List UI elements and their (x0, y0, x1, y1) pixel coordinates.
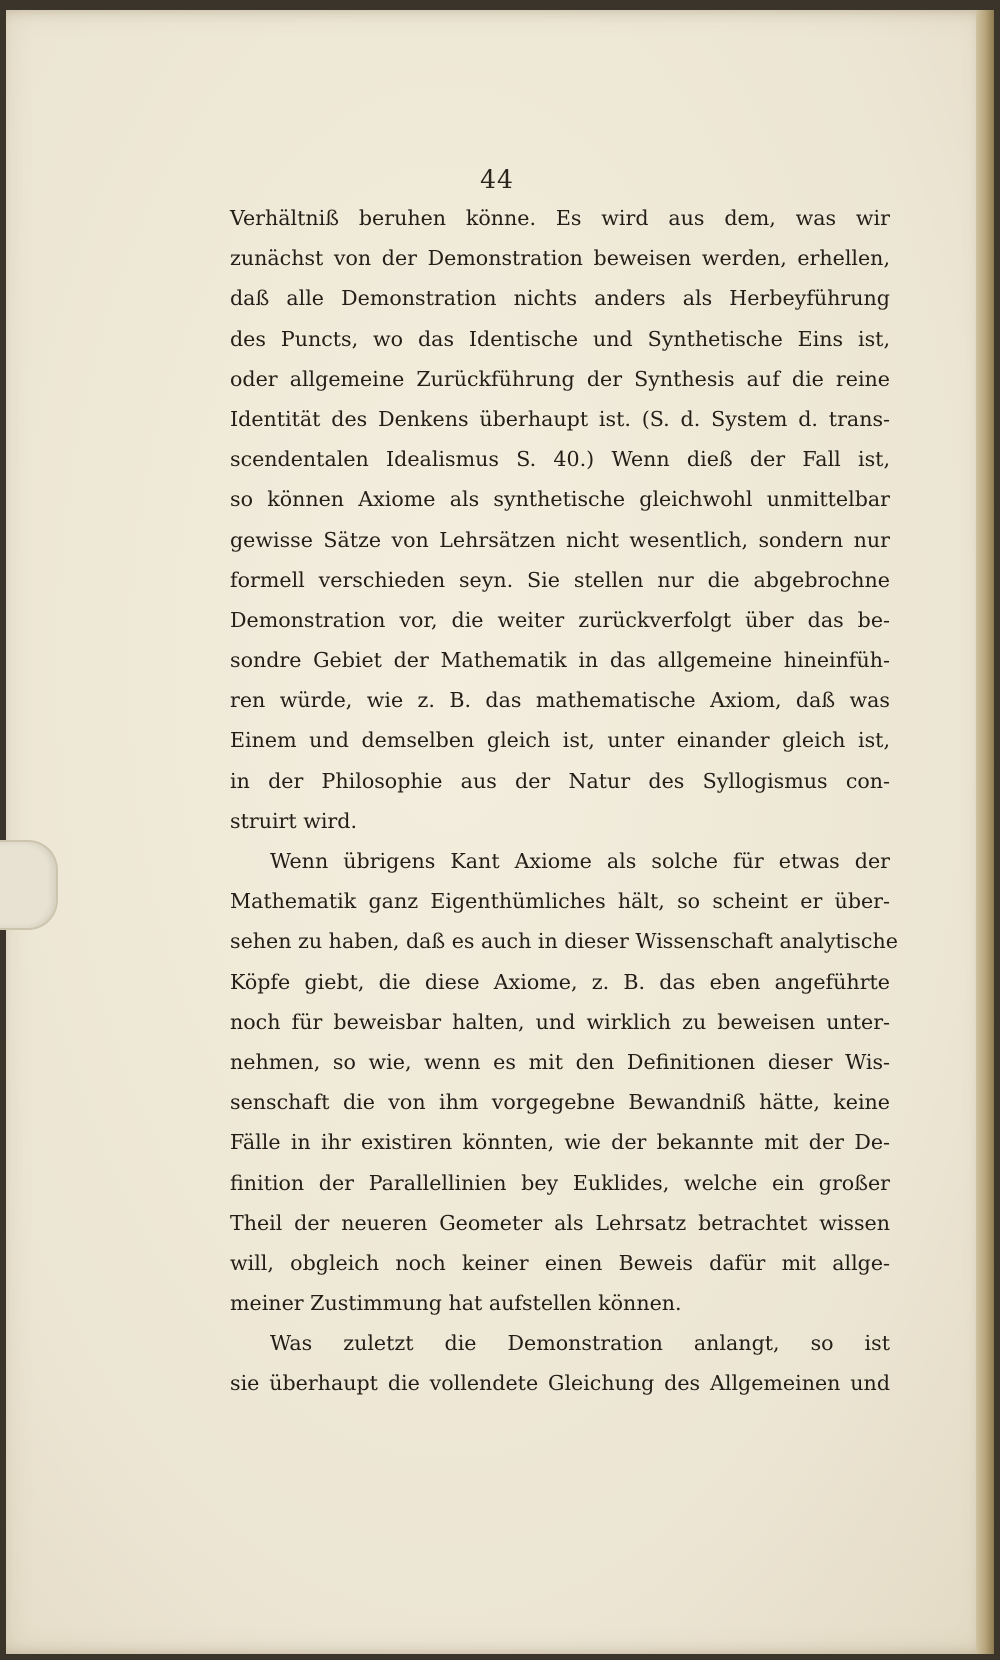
text-line: Identität des Denkens überhaupt ist. (S. d. System d. trans- (230, 406, 890, 431)
text-line: meiner Zustimmung hat aufstellen können. (230, 1291, 682, 1316)
text-line: Was zuletzt die Demonstration anlangt, so ist (270, 1331, 890, 1356)
paragraph (230, 198, 890, 841)
text-line: Mathematik ganz Eigenthümliches hält, so scheint er über- (230, 889, 890, 914)
text-line: gewisse Sätze von Lehrsätzen nicht wesentlich, sondern nur (230, 527, 890, 552)
text-line: ren würde, wie z. B. das mathematische Axiom, daß was (230, 688, 890, 713)
text-line: senschaft die von ihm vorgegebne Bewandniß hätte, keine (230, 1090, 890, 1115)
text-line: noch für beweisbar halten, und wirklich zu beweisen unter- (230, 1009, 890, 1034)
text-line: formell verschieden seyn. Sie stellen nur die abgebrochne (230, 567, 890, 592)
bookmark-tab (0, 840, 58, 930)
text-line: finition der Parallellinien bey Euklides, welche ein großer (230, 1170, 890, 1195)
text-line: Demonstration vor, die weiter zurückverfolgt über das be- (230, 607, 890, 632)
text-line: scendentalen Idealismus S. 40.) Wenn dieß der Fall ist, (230, 447, 890, 472)
text-line: oder allgemeine Zurückführung der Synthesis auf die reine (230, 366, 890, 391)
text-line: in der Philosophie aus der Natur des Syllogismus con- (230, 768, 890, 793)
paragraph (230, 1323, 890, 1403)
text-line: daß alle Demonstration nichts anders als Herbeyführung (230, 286, 890, 311)
text-line: Köpfe giebt, die diese Axiome, z. B. das eben angeführte (230, 969, 890, 994)
text-line: Einem und demselben gleich ist, unter einander gleich ist, (230, 728, 890, 753)
text-line: struirt wird. (230, 808, 357, 833)
text-line: sie überhaupt die vollendete Gleichung des Allgemeinen und (230, 1371, 890, 1396)
text-line: Theil der neueren Geometer als Lehrsatz betrachtet wissen (230, 1210, 890, 1235)
text-line: sondre Gebiet der Mathematik in das allgemeine hineinfüh- (230, 648, 890, 673)
text-line: will, obgleich noch keiner einen Beweis dafür mit allge- (230, 1250, 890, 1275)
text-line: Fälle in ihr existiren könnten, wie der bekannte mit der De- (230, 1130, 890, 1155)
text-line: so können Axiome als synthetische gleichwohl unmittelbar (230, 487, 890, 512)
text-line: zunächst von der Demonstration beweisen werden, erhellen, (230, 246, 890, 271)
text-line: Verhältniß beruhen könne. Es wird aus dem, was wir (230, 206, 890, 230)
text-line: nehmen, so wie, wenn es mit den Definitionen dieser Wis- (230, 1049, 890, 1074)
paragraph (230, 841, 898, 1323)
page-number: 44 (480, 165, 514, 194)
text-line: des Puncts, wo das Identische und Synthetische Eins ist, (230, 326, 890, 351)
text-line: Wenn übrigens Kant Axiome als solche für etwas der (270, 849, 890, 873)
body-text (230, 198, 898, 1404)
page-edge (976, 10, 994, 1654)
text-line: sehen zu haben, daß es auch in dieser Wissenschaft analytische (230, 929, 898, 954)
